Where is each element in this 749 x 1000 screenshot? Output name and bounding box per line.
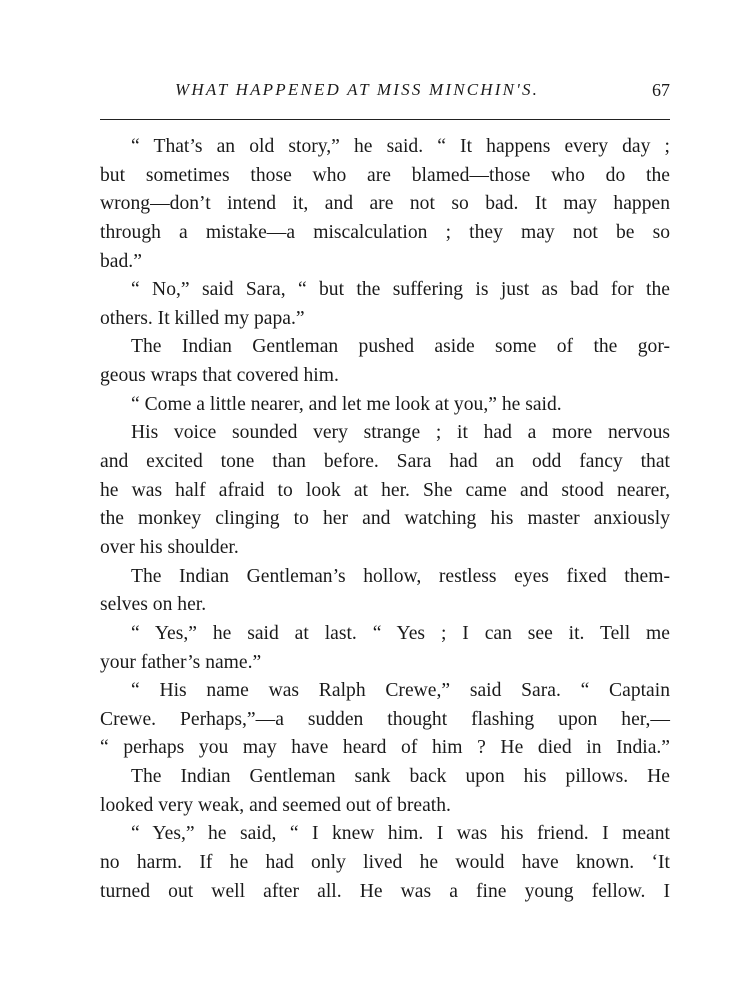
text-line: the monkey clinging to her and watching his master anxiously [100, 508, 670, 530]
header-rule [100, 119, 670, 120]
text-line: “ No,” said Sara, “ but the suffering is just as bad for the [131, 279, 670, 301]
text-line: The Indian Gentleman sank back upon his pillows. He [131, 766, 670, 788]
text-line: bad.” [100, 250, 142, 272]
text-line: turned out well after all. He was a fine young fellow. I [100, 880, 670, 902]
text-line: “ Yes,” he said at last. “ Yes ; I can see it. Tell me [131, 622, 670, 644]
text-line: His voice sounded very strange ; it had a more nervous [131, 422, 670, 444]
text-line: he was half afraid to look at her. She came and stood nearer, [100, 479, 670, 501]
text-line: looked very weak, and seemed out of breath. [100, 794, 451, 816]
text-line: wrong—don’t intend it, and are not so bad. It may happen [100, 193, 670, 215]
text-line: others. It killed my papa.” [100, 307, 305, 329]
text-line: “ perhaps you may have heard of him ? He died in India.” [100, 737, 670, 759]
text-line: your father’s name.” [100, 651, 262, 673]
text-line: “ His name was Ralph Crewe,” said Sara. “ Captain [131, 680, 670, 702]
running-title: WHAT HAPPENED AT MISS MINCHIN'S. [175, 80, 540, 99]
text-line: but sometimes those who are blamed—those who do the [100, 164, 670, 186]
text-line: selves on her. [100, 594, 207, 616]
text-line: Crewe. Perhaps,”—a sudden thought flashing upon her,— [100, 708, 670, 730]
text-line: and excited tone than before. Sara had an odd fancy that [100, 451, 670, 473]
text-line: The Indian Gentleman’s hollow, restless eyes fixed them- [131, 565, 670, 587]
text-line: geous wraps that covered him. [100, 365, 339, 387]
body-text [100, 133, 670, 906]
text-line: “ Yes,” he said, “ I knew him. I was his friend. I meant [131, 823, 670, 845]
text-line: “ Come a little nearer, and let me look at you,” he said. [131, 393, 562, 415]
text-line: The Indian Gentleman pushed aside some of the gor- [131, 336, 670, 358]
text-line: “ That’s an old story,” he said. “ It happens every day ; [131, 136, 670, 157]
page-header [100, 80, 670, 110]
page-number: 67 [652, 80, 670, 100]
text-line: no harm. If he had only lived he would have known. ‘It [100, 852, 670, 874]
text-line: through a mistake—a miscalculation ; they may not be so [100, 221, 670, 243]
text-line: over his shoulder. [100, 536, 239, 558]
